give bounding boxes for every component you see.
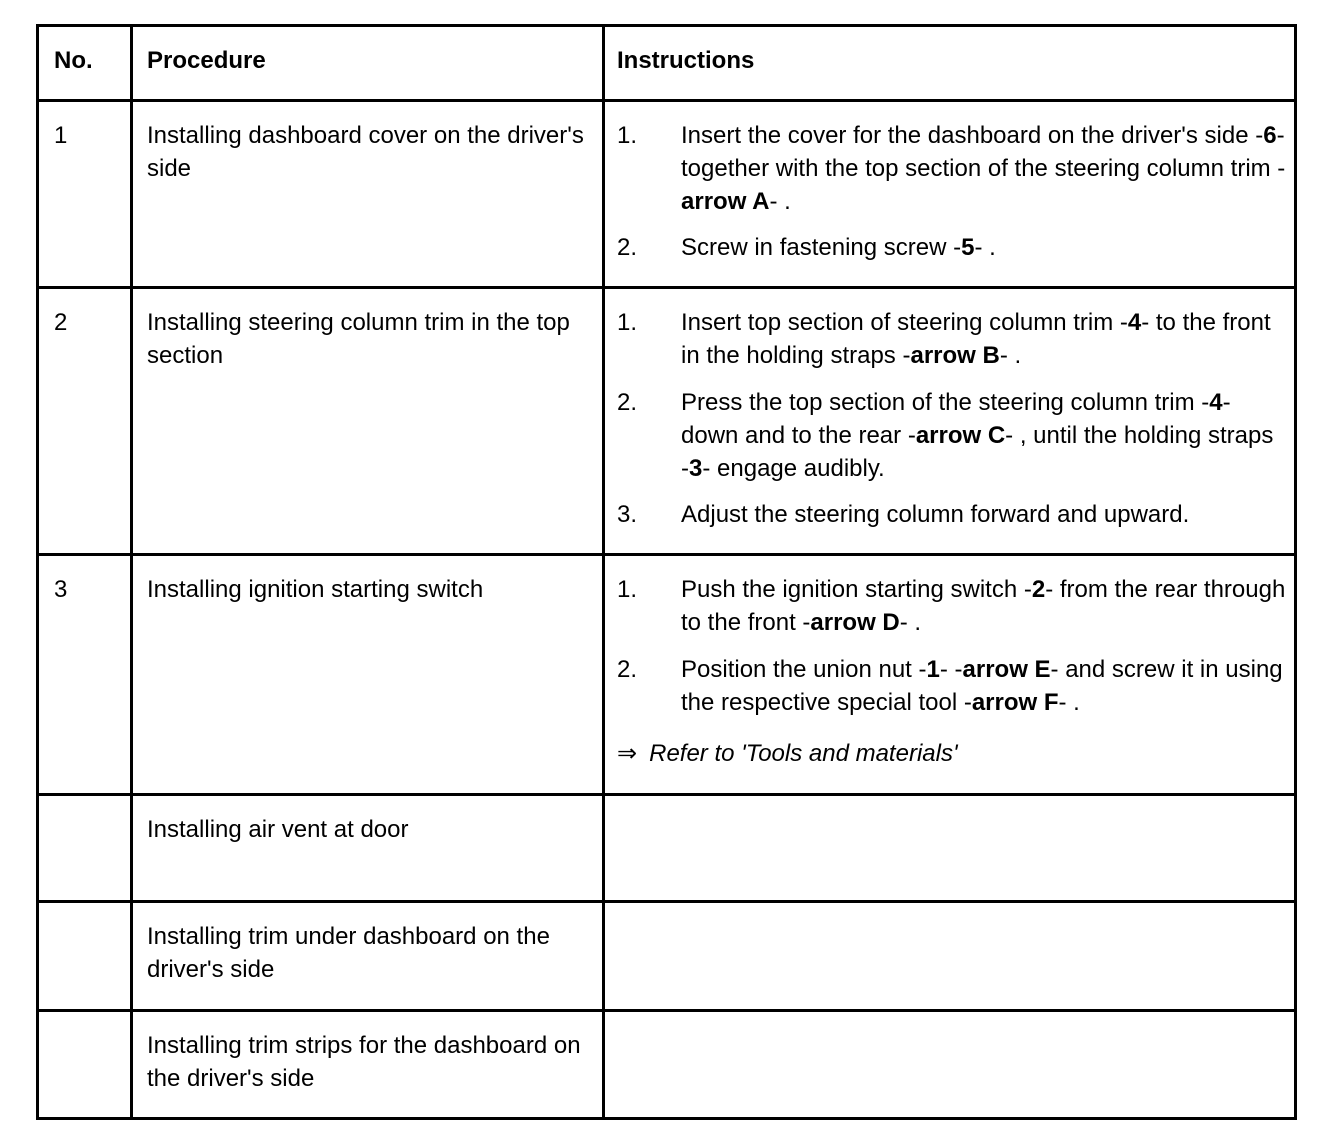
step-number: 2. bbox=[617, 656, 638, 683]
procedure-cell: Installing steering column trim in the top section bbox=[147, 309, 570, 369]
step-number: 1. bbox=[617, 122, 638, 149]
step-text: Adjust the steering column forward and upward. bbox=[681, 501, 1190, 528]
header-procedure: Procedure bbox=[147, 47, 266, 74]
row-divider bbox=[39, 793, 1294, 796]
step-number: 2. bbox=[617, 234, 638, 261]
step-text: Insert the cover for the dashboard on the driver's side -6- together with the top section of the steering column trim -arrow A- . bbox=[681, 122, 1286, 215]
procedure-cell: Installing dashboard cover on the driver's side bbox=[147, 122, 584, 182]
double-right-arrow-icon: ⇒ bbox=[617, 740, 638, 767]
row-divider bbox=[39, 1009, 1294, 1012]
reference-link[interactable] bbox=[617, 737, 958, 770]
step-number: 1. bbox=[617, 309, 638, 336]
step-text: Screw in fastening screw -5- . bbox=[681, 234, 996, 261]
step-number: 3. bbox=[617, 501, 638, 528]
row-divider bbox=[39, 553, 1294, 556]
reference-text: Refer to 'Tools and materials' bbox=[649, 740, 958, 767]
procedure-cell: Installing trim under dashboard on the driver's side bbox=[147, 923, 550, 983]
step-number: 2. bbox=[617, 389, 638, 416]
step-text: Position the union nut -1- -arrow E- and screw it in using the respective special tool -arrow F- . bbox=[681, 656, 1283, 716]
column-divider bbox=[130, 27, 133, 1117]
column-divider bbox=[602, 27, 605, 1117]
step-number: 1. bbox=[617, 576, 638, 603]
row-number: 3 bbox=[54, 576, 68, 603]
procedure-cell: Installing air vent at door bbox=[147, 816, 409, 843]
row-divider bbox=[39, 99, 1294, 102]
header-instructions: Instructions bbox=[617, 47, 755, 74]
step-text: Press the top section of the steering column trim -4- down and to the rear -arrow C- , until the holding straps -3- engage audibly. bbox=[681, 389, 1274, 482]
step-text: Insert top section of steering column trim -4- to the front in the holding straps -arrow B- . bbox=[681, 309, 1271, 369]
row-divider bbox=[39, 900, 1294, 903]
step-text: Push the ignition starting switch -2- from the rear through to the front -arrow D- . bbox=[681, 576, 1286, 636]
row-number: 1 bbox=[54, 122, 68, 149]
procedure-cell: Installing trim strips for the dashboard on the driver's side bbox=[147, 1032, 581, 1092]
procedure-table bbox=[36, 24, 1297, 1120]
header-no: No. bbox=[54, 47, 93, 74]
row-number: 2 bbox=[54, 309, 68, 336]
procedure-cell: Installing ignition starting switch bbox=[147, 576, 484, 603]
row-divider bbox=[39, 286, 1294, 289]
